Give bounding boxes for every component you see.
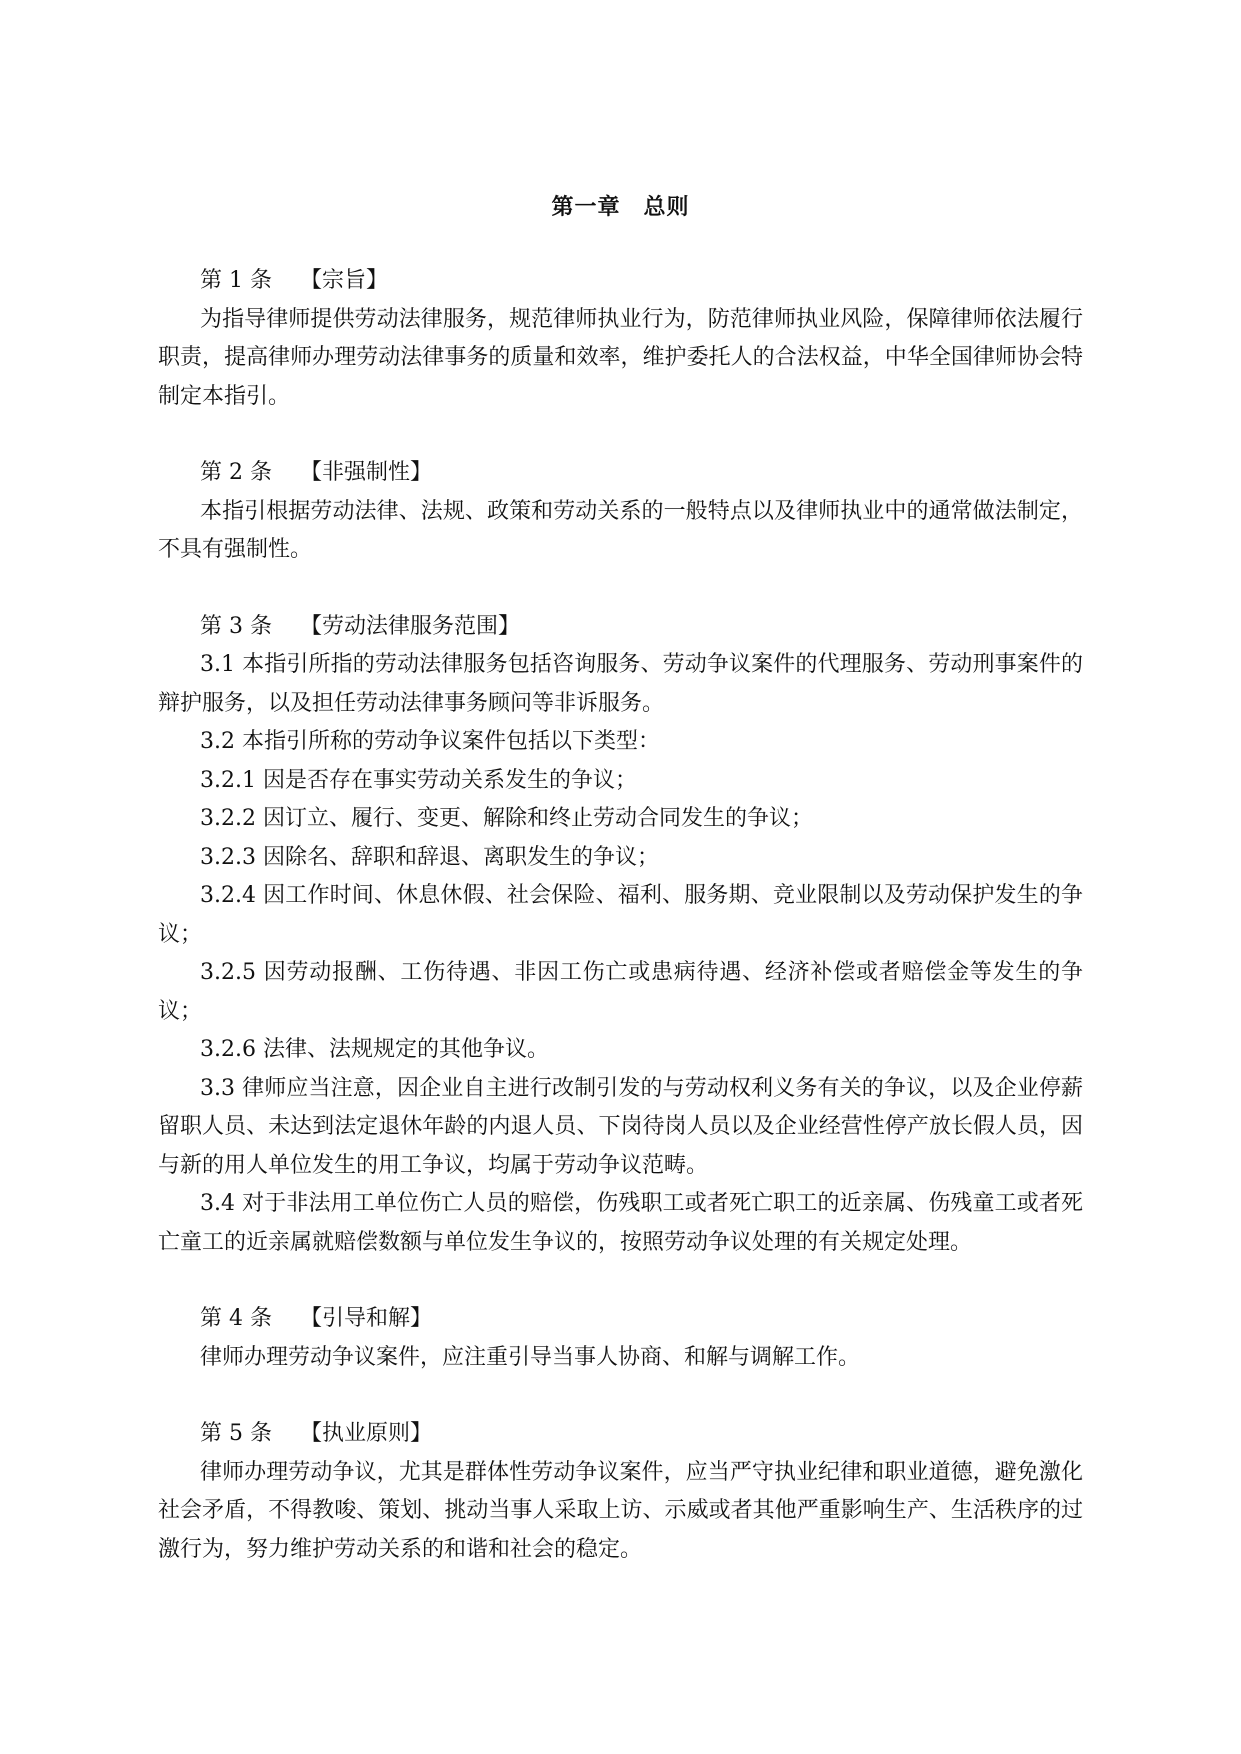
- article-heading: 【引导和解】: [299, 1306, 432, 1331]
- article-number: 第 1 条: [200, 268, 272, 293]
- article-paragraph: 律师办理劳动争议，尤其是群体性劳动争议案件，应当严守执业纪律和职业道德，避免激化社会矛盾，不得教唆、策划、挑动当事人采取上访、示威或者其他严重影响生产、生活秩序的过激行为，努力维护劳动关系的和谐和社会的稳定。: [158, 1459, 1083, 1562]
- article-paragraph: 3.2.5 因劳动报酬、工伤待遇、非因工伤亡或患病待遇、经济补偿或者赔偿金等发生的争议；: [158, 960, 1083, 1024]
- article-number: 第 5 条: [200, 1421, 272, 1446]
- article-paragraph: 3.3 律师应当注意，因企业自主进行改制引发的与劳动权利义务有关的争议，以及企业停薪留职人员、未达到法定退休年龄的内退人员、下岗待岗人员以及企业经营性停产放长假人员，因与新的用人单位发生的用工争议，均属于劳动争议范畴。: [158, 1075, 1083, 1178]
- article-header: [158, 1415, 1083, 1454]
- article-paragraph: 律师办理劳动争议案件，应注重引导当事人协商、和解与调解工作。: [200, 1344, 861, 1370]
- article-4: [158, 1300, 1083, 1377]
- article-header: [158, 454, 1083, 493]
- article-header: [158, 1300, 1083, 1339]
- article-heading: 【非强制性】: [299, 460, 432, 485]
- article-header: [158, 262, 1083, 301]
- article-5: [158, 1415, 1083, 1569]
- article-header: [158, 608, 1083, 647]
- article-paragraph: 3.2.1 因是否存在事实劳动关系发生的争议；: [200, 767, 637, 793]
- article-paragraph: 3.2.2 因订立、履行、变更、解除和终止劳动合同发生的争议；: [200, 806, 813, 831]
- article-heading: 【劳动法律服务范围】: [299, 613, 520, 639]
- article-3: [158, 608, 1083, 1263]
- article-paragraph: 为指导律师提供劳动法律服务，规范律师执业行为，防范律师执业风险，保障律师依法履行职责，提高律师办理劳动法律事务的质量和效率，维护委托人的合法权益，中华全国律师协会特制定本指引。: [158, 306, 1083, 409]
- chapter-title: 第一章 总则: [551, 195, 690, 220]
- article-paragraph: 3.2.4 因工作时间、休息休假、社会保险、福利、服务期、竞业限制以及劳动保护发生的争议；: [158, 883, 1083, 947]
- article-number: 第 2 条: [200, 460, 272, 485]
- article-number: 第 3 条: [200, 613, 272, 639]
- article-number: 第 4 条: [200, 1306, 272, 1331]
- article-paragraph: 3.2.3 因除名、辞职和辞退、离职发生的争议；: [200, 844, 659, 870]
- article-1: [158, 262, 1083, 416]
- article-2: [158, 454, 1083, 570]
- article-paragraph: 3.2 本指引所称的劳动争议案件包括以下类型：: [200, 729, 660, 754]
- article-paragraph: 3.2.6 法律、法规规定的其他争议。: [200, 1037, 549, 1062]
- article-paragraph: 本指引根据劳动法律、法规、政策和劳动关系的一般特点以及律师执业中的通常做法制定，不具有强制性。: [158, 498, 1083, 562]
- document-body: [158, 262, 1083, 1607]
- article-heading: 【执业原则】: [299, 1421, 432, 1446]
- article-heading: 【宗旨】: [299, 268, 388, 293]
- article-paragraph: 3.4 对于非法用工单位伤亡人员的赔偿，伤残职工或者死亡职工的近亲属、伤残童工或者死亡童工的近亲属就赔偿数额与单位发生争议的，按照劳动争议处理的有关规定处理。: [158, 1191, 1083, 1255]
- article-paragraph: 3.1 本指引所指的劳动法律服务包括咨询服务、劳动争议案件的代理服务、劳动刑事案件的辩护服务，以及担任劳动法律事务顾问等非诉服务。: [158, 652, 1083, 716]
